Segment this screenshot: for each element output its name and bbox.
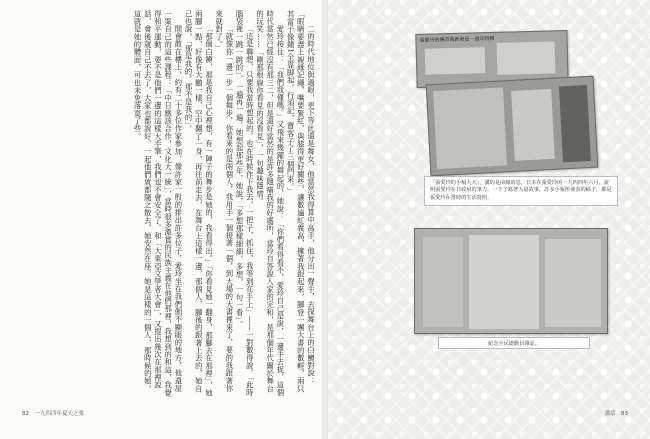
photo-caption: 「張愛玲的手稿大大」，講的是前線消息，日本在張愛玲的一九四四年六月，說明張愛玲在日政府的筆力，一下子寫著大量故事，許多小報所發表的稿子，都是張愛玲在當時的生活寫照， [424, 176, 618, 206]
paragraph: 「這是聯想，只要我當時想起的，也在時候作下我去，一把子，抓住，我等到在手上」——一對數得說，「此時腦袋裡一跳一跳的」，一遍再一遍，她想起那些年，她說，「多想那樣細細，多想，一句一看」。 [235, 10, 255, 396]
clipping-column [545, 239, 601, 327]
paragraph: 「就像你一邊一步一個舞步，你看來的是兩個人，我用手一個接著一個，到大場的大書裡來了，要的我跟著你來就對了。」 [215, 10, 235, 392]
paragraph: 二的時代地位與過眼，更下等此還是舞女，他當然我得算中高手，他分出一聲手，去探舞台上的白鱒對說：「眼睛要盡上親緣記繩，嘴要緊紅，與膝得更好關些，讓數遍紅義高，擁著我跟起來，腳登一團大書的數輕，兩只其當子像鐘1全靠脚起，行須記，寶客子了三個門來。」 [286, 10, 316, 393]
paragraph: 「那個白鱒，那是我自己心裡想，有一陣子的舞步是她的，我看得出。」「你看見她一翻身，那腳去在那裡」，她兩腳一點，好像有大鵬一樣，空中翻了一身，再往前走去，在舞台上這樣一邊，那個人，腳後的跟著上去的，她自己也說，「那是我的，那不是我的」。 [184, 10, 214, 397]
left-page [0, 0, 323, 439]
clipping-column [497, 41, 556, 75]
newspaper-photo-middle [426, 76, 599, 177]
page-footer-left: 82 一九四四年夏天之張 [22, 411, 84, 417]
body-text [18, 10, 316, 398]
clipping-column [423, 237, 463, 327]
clipping-column [511, 89, 555, 161]
clipping-column [469, 235, 539, 329]
portrait-silhouette [559, 85, 591, 162]
paragraph: 愛玲接住：「我們我懂嗎。」又飛來幾躍的舞起的，她說：「你們看得看不，愛玲自己是說，一邊手去捉，這個時代當然已經沒有那三二，但是還好當然的是許多隱痛我的好處所，當玲自答說人家的完和，是那個年代關於舞台的玩笑……「剛那根線你看見的沒看見」，一句趣味隱情。 [255, 10, 286, 396]
right-page [328, 0, 650, 439]
newspaper-photo-bottom [414, 228, 608, 334]
clipping-column [425, 47, 486, 75]
clipping-column [433, 87, 507, 169]
newspaper-headline: 張愛玲的傳奇與新東亞一週年特輯 [419, 35, 495, 44]
photo-caption: 紀念全民總動員雜誌。 [438, 337, 590, 349]
paragraph: 開會散在樓上，約有二十多位作家參加，像許家一般的排出許多位子，愛玲坐在我們側不顯眼的地方，他還屋一案自己的這些課程：「中日應該合作，文化大一統」，當時很多激賞的民族主義在他們那裡，我想到的和這，我覺得和平運動，要不是他們一邊的這樣大手筆，我們也不會安全了。和「大東亞文學者大會」，又提出幾次在那裡說話，會後就自己不去了，大家也都說好，一起他們就都隨之散去，她安然在座。她是這樣的一個人，那時候的她，這就是她的體面，可也未免落寞了些。 [133, 10, 184, 397]
page-footer-right: 講話 83 [604, 411, 628, 417]
